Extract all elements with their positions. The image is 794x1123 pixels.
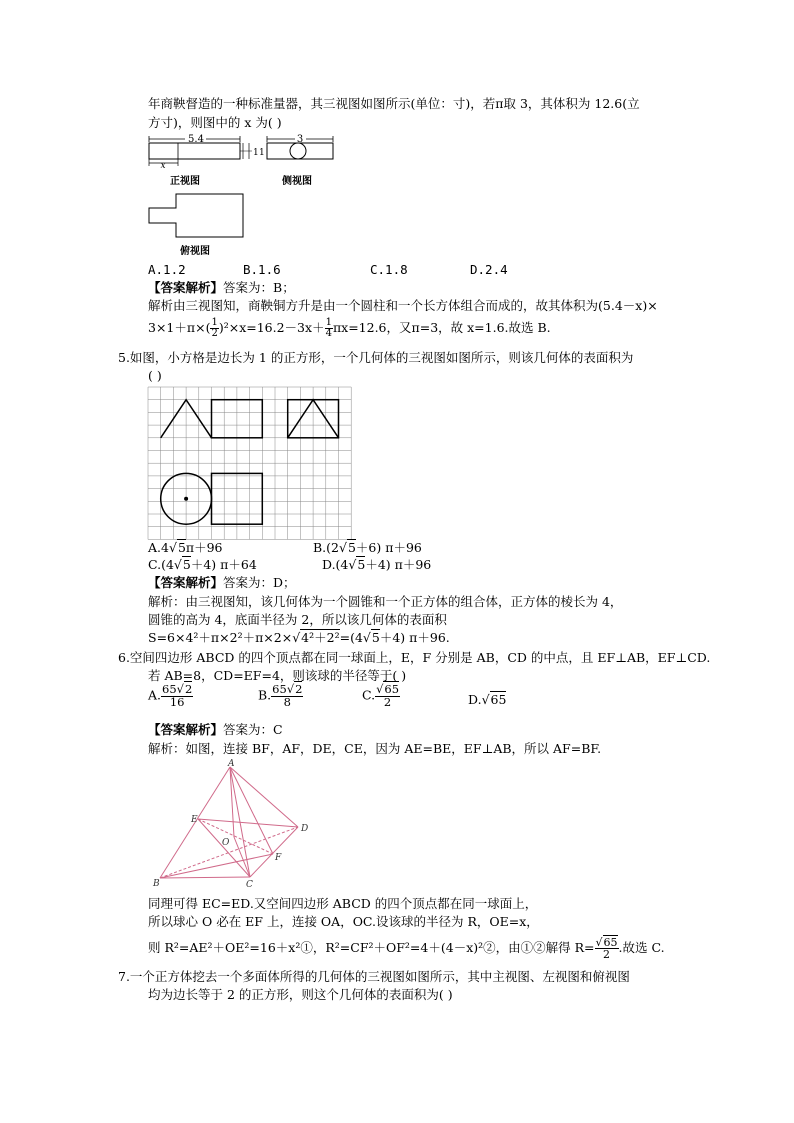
side-view-rect [267,143,333,159]
side-view-circle [290,143,306,159]
q5-solution-line3: S=6×4²＋π×2²＋π×2×√4²＋2²=(4√5＋4) π＋96. [148,630,450,645]
label-side-view: 侧视图 [282,176,312,187]
dim-x: x [160,161,166,171]
q4-option-d: D.2.4 [470,262,508,277]
q5-solution-line1: 解析：由三视图知，该几何体为一个圆锥和一个正方体的组合体，正方体的棱长为 4， [148,594,623,609]
q6-line2: 若 AB=8，CD=EF=4，则该球的半径等于( ) [148,668,407,683]
point-C: C [246,880,253,890]
dim-1-a: 1 [253,148,259,158]
q6-option-b: B. $\frac{65√2}{8}$ [258,682,303,709]
q4-three-views-figure [140,128,340,257]
q6-option-d: D.√65 [468,692,507,707]
q6-solution-line4: 则 R²=AE²＋OE²=16＋x²①，R²=CF²＋OF²=4＋(4－x)²②，由①②解得 R= $\frac{√65}{2}$ .故选 C. [148,936,665,961]
front-view-rect [149,143,240,159]
q4-option-c: C.1.8 [370,262,408,277]
top-view-shape [149,194,243,237]
q5-line2: ( ) [148,368,162,383]
q4-line2: 方寸)，则图中的 x 为( ) [148,115,282,130]
q4-solution-line2: 3×1＋π×( $\frac{1}{2}$ )²×x=16.2－3x＋ $\frac{1}{4}$ πx=12.6，又π=3，故 x=1.6.故选 B. [148,317,551,339]
point-E: E [191,815,198,825]
q5-grid-figure [148,387,351,540]
top-view-center-dot [184,497,188,501]
q4-answer: 【答案解析】答案为：B； [148,280,295,295]
q7-line1: 7.一个正方体挖去一个多面体所得的几何体的三视图如图所示，其中主视图、左视图和俯视图 [118,969,630,984]
point-O: O [222,838,230,848]
q6-solution-line3: 所以球心 O 必在 EF 上，连接 OA，OC.设该球的半径为 R，OE=x， [148,914,539,929]
q6-option-c: C. $\frac{√65}{2}$ [362,682,400,709]
point-D: D [301,824,309,834]
q4-option-a: A.1.2 [148,262,186,277]
point-A: A [228,759,235,769]
q5-option-a: A.4√5π＋96 [148,540,223,555]
q4-solution-line1: 解析由三视图知，商鞅铜方升是由一个圆柱和一个长方体组合而成的，故其体积为(5.4－x)× [148,298,658,313]
q4-option-b: B.1.6 [243,262,281,277]
q7-line2: 均为边长等于 2 的正方形，则这个几何体的表面积为( ) [148,987,453,1002]
q5-solution-line2: 圆锥的高为 4，底面半径为 2，所以该几何体的表面积 [148,612,447,627]
q6-line1: 6.空间四边形 ABCD 的四个顶点都在同一球面上，E，F 分别是 AB，CD 的中点，且 EF⊥AB，EF⊥CD. [118,650,711,665]
q5-option-d: D.(4√5＋4) π＋96 [322,557,432,572]
dim-3: 3 [296,134,304,145]
q6-tetrahedron-figure [148,760,318,890]
q6-option-a: A. $\frac{65√2}{16}$ [148,682,193,709]
q5-line1: 5.如图，小方格是边长为 1 的正方形，一个几何体的三视图如图所示，则该几何体的表面积为 [118,350,634,365]
dim-1-b: 1 [259,148,265,158]
q4-line1: 年商鞅督造的一种标准量器，其三视图如图所示(单位：寸)，若π取 3，其体积为 12.6(立 [148,96,640,111]
label-top-view: 俯视图 [180,246,210,257]
q5-answer: 【答案解析】答案为：D； [148,575,296,590]
label-front-view: 正视图 [170,176,200,187]
q6-answer: 【答案解析】答案为：C [148,722,283,737]
dim-5-4: 5.4 [188,134,204,145]
q5-option-b: B.(2√5＋6) π＋96 [313,540,422,555]
q6-solution-line2: 同理可得 EC=ED.又空间四边形 ABCD 的四个顶点都在同一球面上， [148,896,538,911]
point-F: F [275,853,282,863]
point-B: B [153,879,160,889]
q5-option-c: C.(4√5＋4) π＋64 [148,557,257,572]
q6-solution-line1: 解析：如图，连接 BF，AF，DE，CE，因为 AE=BE，EF⊥AB，所以 AF=BF. [148,741,602,756]
